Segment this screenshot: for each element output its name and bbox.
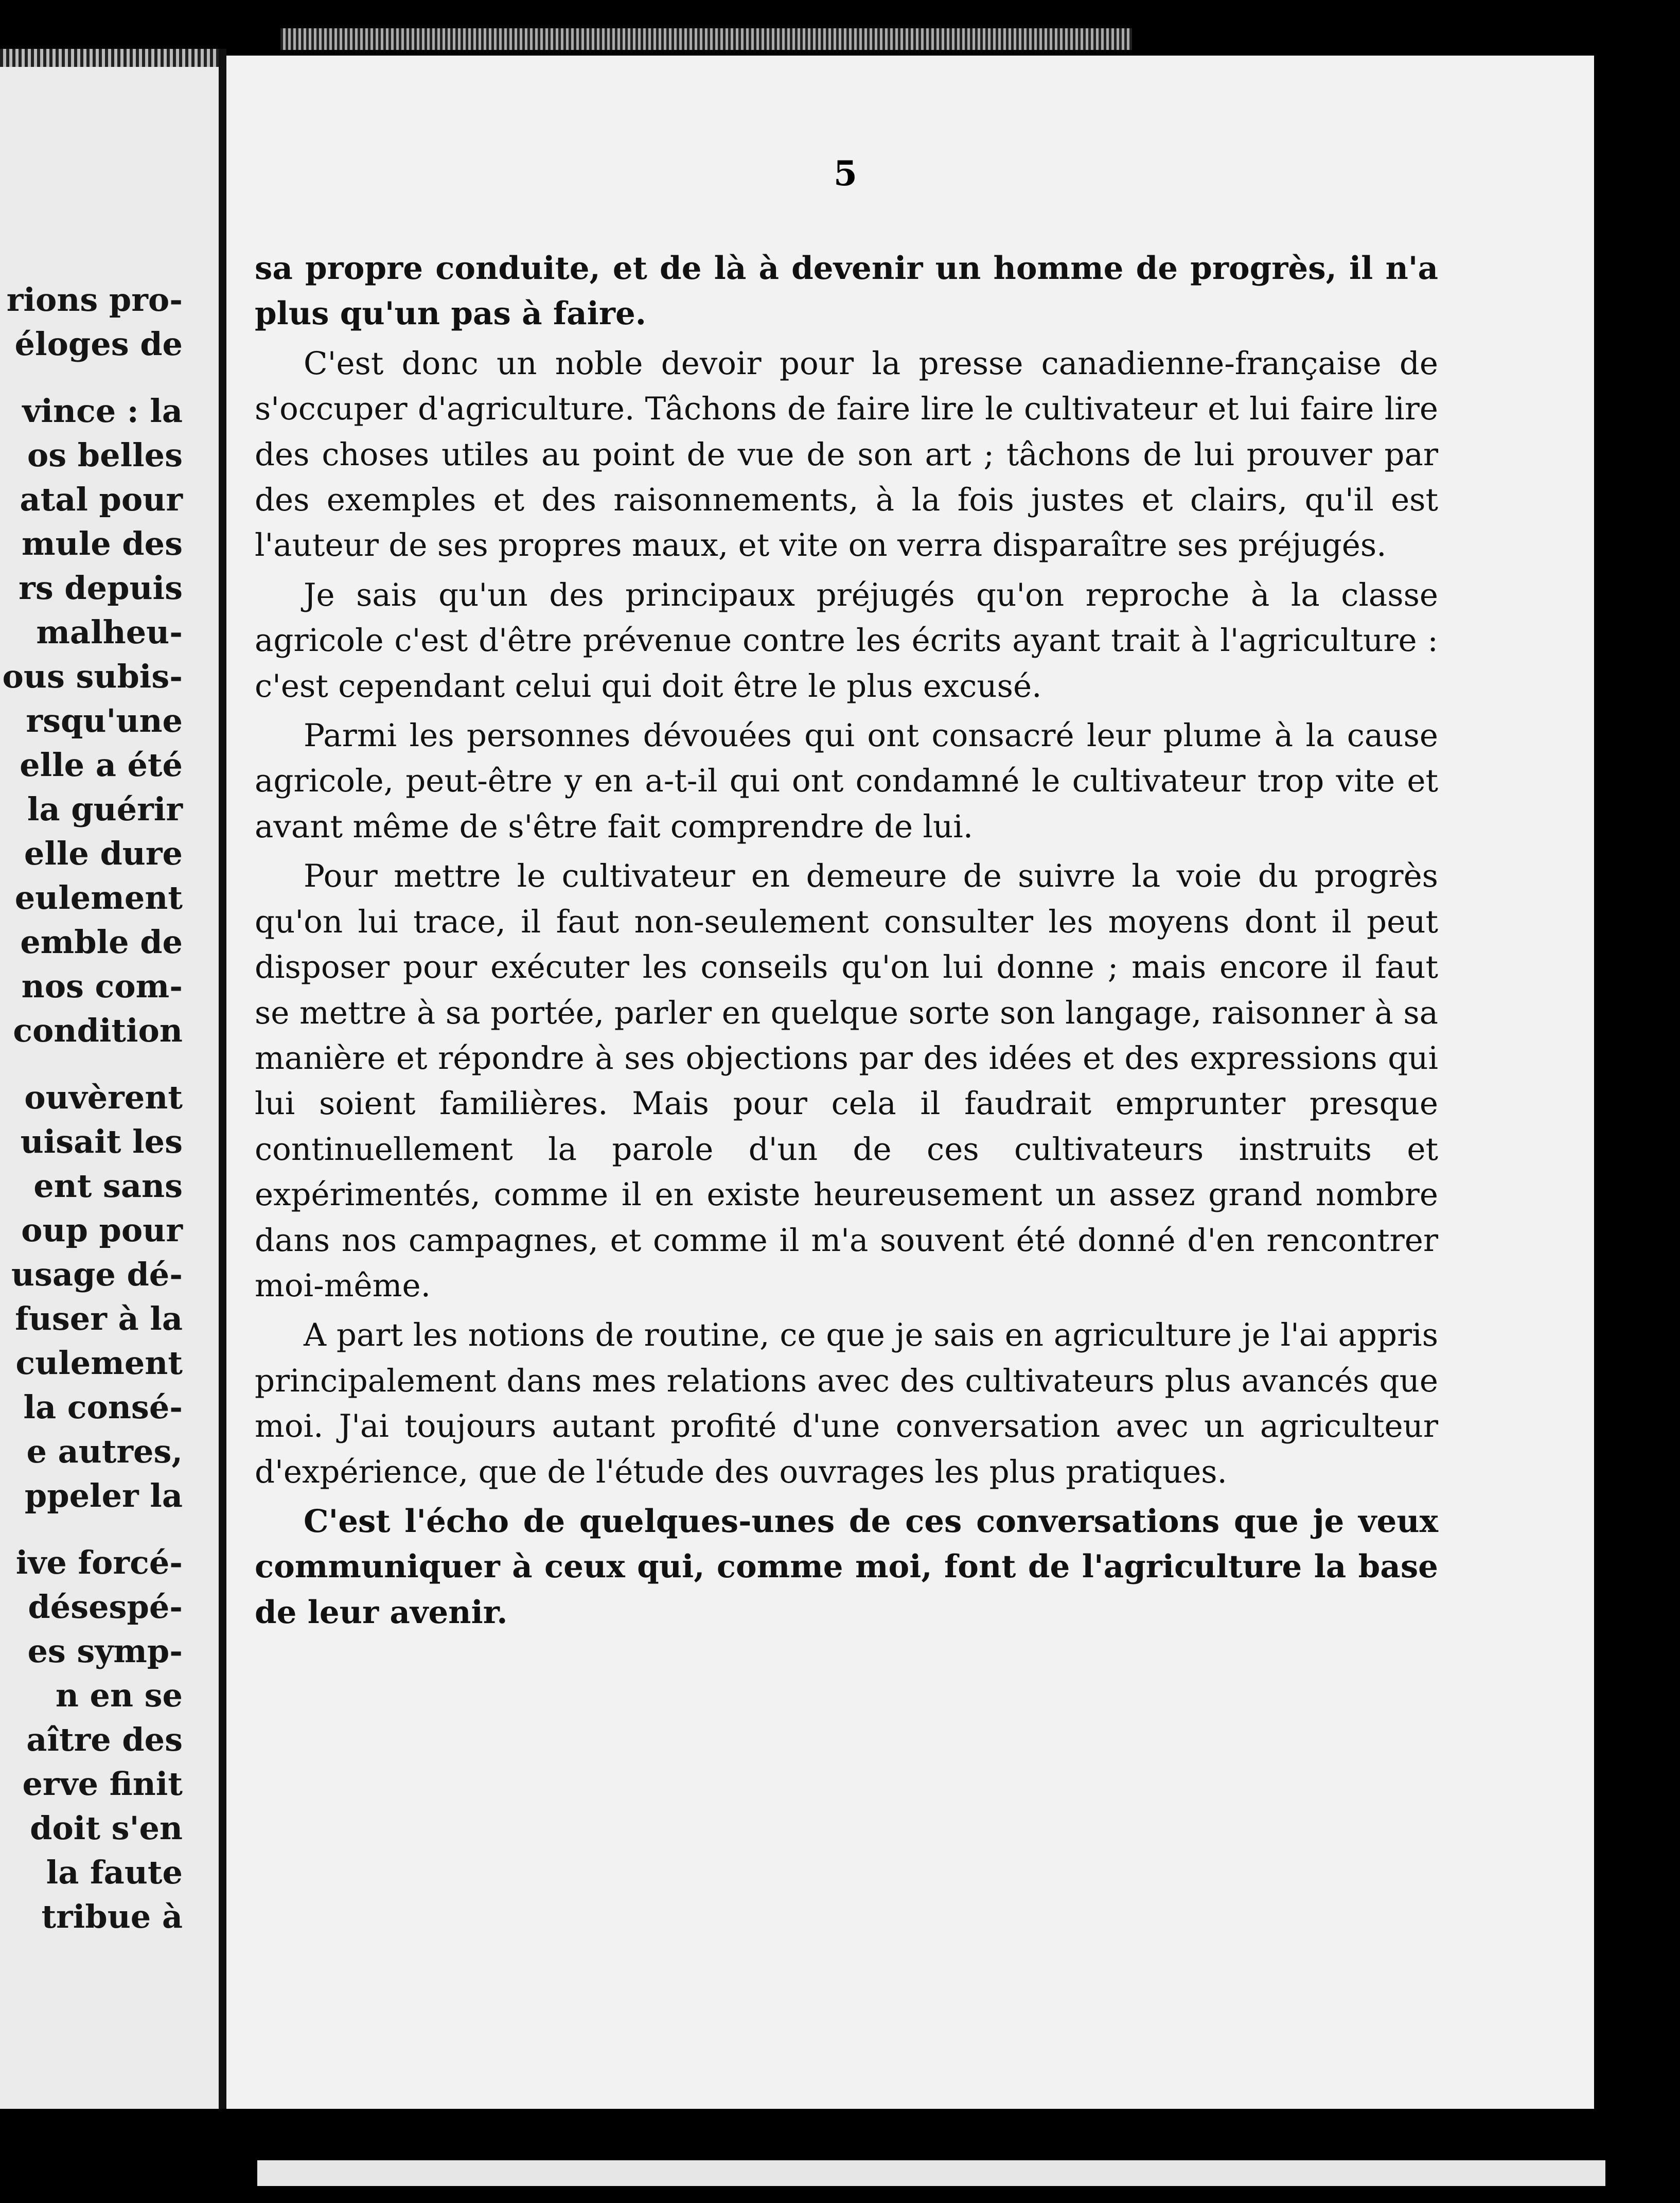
- body-text: [255, 246, 1438, 1640]
- facing-line: nos com-: [21, 967, 183, 1005]
- facing-line: aître des: [26, 1721, 183, 1758]
- paragraph: C'est l'écho de quelques-unes de ces conversations que je veux communiquer à ceux qui, comme moi, font de l'agriculture la base de leur avenir.: [255, 1503, 1438, 1631]
- facing-line: ous subis-: [2, 658, 183, 695]
- facing-line: erve finit: [22, 1765, 183, 1803]
- facing-page-fragment: [0, 49, 219, 2110]
- facing-line: la faute: [46, 1854, 183, 1891]
- facing-line: oup pour: [21, 1211, 183, 1249]
- next-page-edge: [257, 2160, 1605, 2186]
- facing-line: vince : la: [22, 392, 183, 430]
- facing-page-text: [0, 278, 183, 1939]
- facing-line: malheu-: [36, 613, 183, 651]
- facing-line: uisait les: [20, 1123, 183, 1160]
- paragraph: sa propre conduite, et de là à devenir un homme de progrès, il n'a plus qu'un pas à faire.: [255, 250, 1438, 332]
- paragraph: C'est donc un noble devoir pour la presse canadienne-française de s'occuper d'agriculture. Tâchons de faire lire le cultivateur et lui faire lire des choses utiles au point de vue de son art ; tâchons de lui prouver par des exemples et des raisonnements, à la fois justes et clairs, qu'il est l'auteur de ses propres maux, et vite on verra disparaître ses préjugés.: [255, 345, 1438, 564]
- facing-line-gap: [0, 1518, 183, 1541]
- facing-line-gap: [0, 366, 183, 389]
- page-number: 5: [834, 153, 857, 193]
- facing-line-gap: [0, 1053, 183, 1076]
- facing-line: rions pro-: [6, 281, 183, 319]
- facing-line: éloges de: [14, 325, 183, 363]
- facing-line: ent sans: [33, 1167, 183, 1205]
- paragraph: Parmi les personnes dévouées qui ont consacré leur plume à la cause agricole, peut-être y en a-t-il qui ont condamné le cultivateur trop vite et avant même de s'être fait comprendre de lui.: [255, 717, 1438, 845]
- paragraph: A part les notions de routine, ce que je sais en agriculture je l'ai appris principalement dans mes relations avec des cultivateurs plus avancés que moi. J'ai toujours autant profité d'une conversation avec un agriculteur d'expérience, que de l'étude des ouvrages les plus pratiques.: [255, 1317, 1438, 1490]
- facing-line: ouvèrent: [24, 1079, 183, 1116]
- facing-line: atal pour: [20, 481, 183, 518]
- facing-line: emble de: [20, 923, 183, 961]
- film-strip-edge: [280, 28, 1132, 50]
- facing-line: eulement: [14, 879, 183, 917]
- facing-line: mule des: [22, 525, 183, 562]
- facing-line: n en se: [55, 1677, 183, 1714]
- facing-line: fuser à la: [15, 1300, 183, 1337]
- paragraph: Je sais qu'un des principaux préjugés qu'on reproche à la classe agricole c'est d'être prévenue contre les écrits ayant trait à l'agriculture : c'est cependant celui qui doit être le plus excusé.: [255, 576, 1438, 704]
- facing-line: usage dé-: [11, 1256, 183, 1293]
- facing-line: ppeler la: [24, 1477, 183, 1514]
- facing-line: culement: [15, 1344, 183, 1382]
- facing-line: ive forcé-: [15, 1544, 183, 1581]
- facing-line: es symp-: [27, 1632, 183, 1670]
- facing-line: rs depuis: [19, 569, 183, 607]
- facing-line: désespé-: [28, 1588, 183, 1626]
- facing-line: elle dure: [24, 835, 183, 872]
- facing-line: la guérir: [27, 790, 183, 828]
- facing-line: os belles: [27, 436, 183, 474]
- paragraph: Pour mettre le cultivateur en demeure de suivre la voie du progrès qu'on lui trace, il faut non-seulement consulter les moyens dont il peut disposer pour exécuter les conseils qu'on lui donne ; mais encore il faut se mettre à sa portée, parler en quelque sorte son langage, raisonner à sa manière et répondre à ses objections par des idées et des expressions qui lui soient familières. Mais pour cela il faudrait emprunter presque continuellement la parole d'un de ces cultivateurs instruits et expérimentés, comme il en existe heureusement un assez grand nombre dans nos campagnes, et comme il m'a souvent été donné d'en rencontrer moi-même.: [255, 858, 1438, 1304]
- facing-line: doit s'en: [30, 1809, 183, 1847]
- facing-line: rsqu'une: [26, 702, 183, 739]
- facing-line: elle a été: [20, 746, 183, 784]
- facing-line: la consé-: [23, 1388, 183, 1426]
- facing-line: tribue à: [41, 1898, 183, 1935]
- scan-border: [0, 2109, 1680, 2203]
- facing-line: condition: [13, 1012, 183, 1049]
- film-strip-edge: [0, 49, 219, 67]
- facing-line: e autres,: [26, 1433, 183, 1470]
- binding-gutter: [219, 49, 226, 2110]
